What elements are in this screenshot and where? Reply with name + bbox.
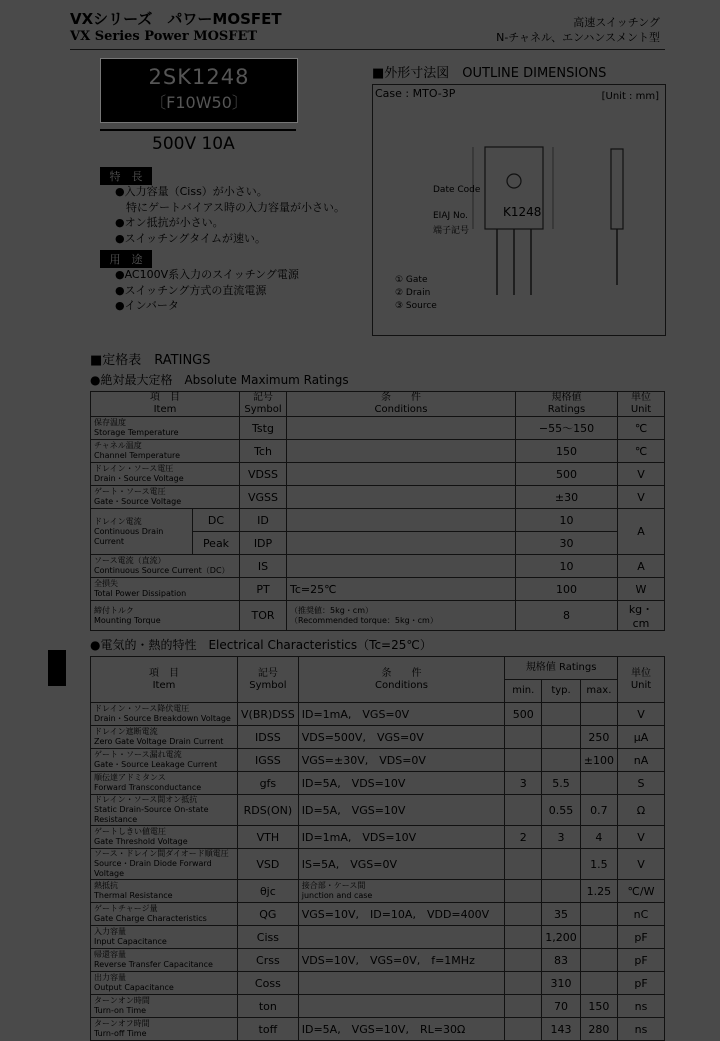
pin-source: ③ Source	[395, 301, 437, 311]
pin-drain: ② Drain	[395, 288, 431, 298]
table-header	[91, 392, 665, 417]
table-row: 締付トルク Mounting Torque TOR （推奨値：5kg・cm） （Recommended torque：5kg・cm） 8 kg・cm	[91, 601, 665, 631]
case-label: Case : MTO-3P	[375, 87, 456, 100]
part-code: 〔F10W50〕	[150, 93, 248, 112]
title-en: VX Series Power MOSFET	[70, 29, 258, 44]
table-row: ゲートチャージ量 Gate Charge Characteristics QG VGS=10V, ID=10A, VDD=400V 35 nC	[91, 903, 665, 926]
table-subheader: min. typ. max.	[91, 680, 665, 703]
table-row: 順伝達アドミタンス Forward Transconductance gfs ID=5A, VDS=10V 3 5.5 S	[91, 772, 665, 795]
electrical-heading: ●電気的・熱的特性 Electrical Characteristics（Tc=25℃）	[90, 638, 432, 652]
ratings-heading: ■定格表 RATINGS	[90, 353, 211, 368]
features-heading: 特 長	[100, 167, 152, 185]
table-row: ターンオフ時間 Turn-off Time toff ID=5A, VGS=10V, RL=30Ω 143 280 ns	[91, 1018, 665, 1041]
col-unit-jp: 単位	[631, 392, 651, 403]
col-sym-jp: 記号	[253, 392, 273, 403]
table-row: 帰還容量 Reverse Transfer Capacitance Crss VDS=10V, VGS=0V, f=1MHz 83 pF	[91, 949, 665, 972]
table-row: チャネル温度 Channel Temperature Tch 150 ℃	[91, 440, 665, 463]
table-row: 全損失 Total Power Dissipation PT Tc=25℃ 100 W	[91, 578, 665, 601]
outline-drawing	[372, 84, 666, 336]
features-list	[115, 184, 345, 246]
eiaj-label: EIAJ No.	[433, 211, 468, 221]
col-unit-en: Unit	[630, 404, 652, 415]
table-row: ゲート・ソース漏れ電流 Gate・Source Leakage Current IGSS VGS=±30V, VDS=0V ±100 nA	[91, 749, 665, 772]
spec-divider	[100, 129, 296, 131]
application-item: ●AC100V系入力のスイッチング電源	[115, 268, 299, 281]
feature-item: 特にゲートバイアス時の入力容量が小さい。	[115, 200, 346, 214]
application-item: ●スイッチング方式の直流電源	[115, 283, 267, 297]
table-row: ドレイン遮断電流 Zero Gate Voltage Drain Current IDSS VDS=500V, VGS=0V 250 μA	[91, 726, 665, 749]
voltage-current-spec: 500V 10A	[152, 134, 235, 154]
header-rule	[70, 49, 665, 50]
feature-item: ●オン抵抗が小さい。	[115, 216, 224, 229]
table-row: 入力容量 Input Capacitance Ciss 1,200 pF	[91, 926, 665, 949]
col-rating-en: Ratings	[547, 404, 586, 415]
application-item: ●インバータ	[115, 299, 179, 312]
part-number: 2SK1248	[148, 65, 250, 89]
part-number-box	[100, 58, 298, 123]
col-cond-jp: 条 件	[381, 392, 421, 403]
applications-list	[115, 267, 299, 314]
terminal-label: 端子記号	[433, 226, 470, 236]
feature-item: ●スイッチングタイムが速い。	[115, 231, 266, 245]
table-row: 保存温度 Storage Temperature Tstg −55〜150 ℃	[91, 417, 665, 440]
absolute-max-table	[90, 391, 665, 631]
date-code-label: Date Code	[433, 185, 481, 195]
switching-type: 高速スイッチング	[573, 16, 660, 29]
table-row: ソース電流（直流） Continuous Source Current（DC） IS 10 A	[91, 555, 665, 578]
table-row: ターンオン時間 Turn-on Time ton 70 150 ns	[91, 995, 665, 1018]
feature-item: ●入力容量（Ciss）が小さい。	[115, 185, 268, 198]
col-cond-en: Conditions	[374, 404, 428, 415]
table-row: ドレイン・ソース電圧 Drain・Source Voltage VDSS 500 V	[91, 463, 665, 486]
col-sym-en: Symbol	[244, 404, 282, 415]
pin-gate: ① Gate	[395, 275, 428, 285]
table-header: 項 目 Item 記号 Symbol 条 件 Conditions 規格値 Ratings 単位 Unit	[91, 657, 665, 680]
table-row: ゲートしきい値電圧 Gate Threshold Voltage VTH ID=1mA, VDS=10V 2 3 4 V	[91, 826, 665, 849]
title-jp: VXシリーズ パワーMOSFET	[70, 10, 282, 28]
table-row: 熱抵抗 Thermal Resistance θjc 接合部・ケース間 junction and case 1.25 ℃/W	[91, 880, 665, 903]
table-row: ドレイン・ソース間オン抵抗 Static Drain-Source On-state Resistance RDS(ON) ID=5A, VGS=10V 0.55 0.7 Ω	[91, 795, 665, 826]
table-row: ドレイン・ソース降伏電圧 Drain・Source Breakdown Voltage V(BR)DSS ID=1mA, VGS=0V 500 V	[91, 703, 665, 726]
channel-type: N-チャネル、エンハンスメント型	[496, 31, 660, 44]
table-row: ゲート・ソース電圧 Gate・Source Voltage VGSS ±30 V	[91, 486, 665, 509]
table-row: ドレイン電流 Continuous Drain Current DC ID 10 A	[91, 509, 665, 532]
applications-heading: 用 途	[100, 250, 152, 268]
electrical-table	[90, 656, 665, 1041]
col-item-jp: 項 目	[150, 392, 180, 403]
unit-label: [Unit : mm]	[601, 91, 659, 102]
table-row: 出力容量 Output Capacitance Coss 310 pF	[91, 972, 665, 995]
table-row: ソース・ドレイン間ダイオード順電圧 Source・Drain Diode Forward Voltage VSD IS=5A, VGS=0V 1.5 V	[91, 849, 665, 880]
page-tab-marker	[48, 650, 66, 686]
outline-heading: ■外形寸法図 OUTLINE DIMENSIONS	[372, 66, 607, 81]
col-rating-jp: 規格値	[551, 392, 582, 403]
col-item-en: Item	[153, 404, 177, 415]
device-marking: K1248	[503, 205, 542, 219]
abs-max-heading: ●絶対最大定格 Absolute Maximum Ratings	[90, 373, 349, 387]
table-row: Peak IDP 30	[91, 532, 665, 555]
